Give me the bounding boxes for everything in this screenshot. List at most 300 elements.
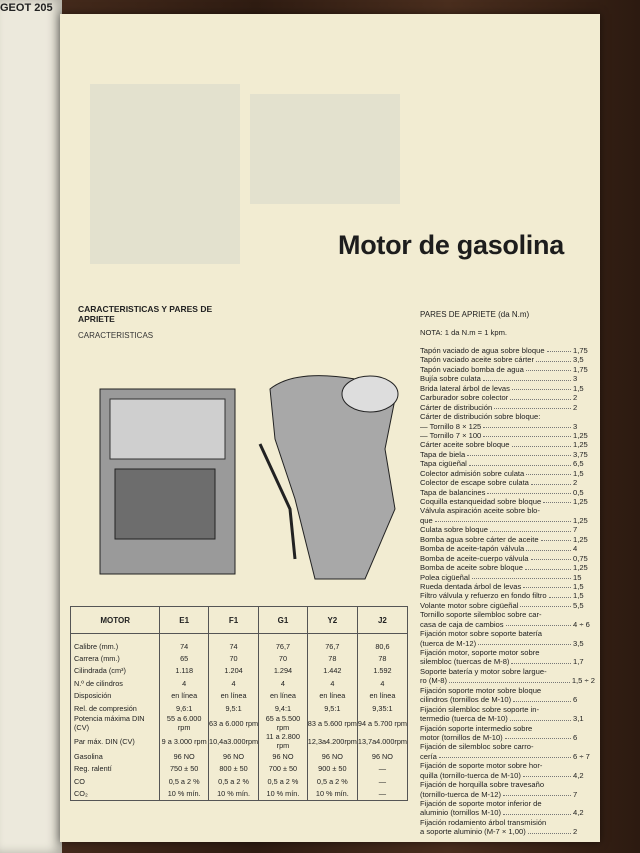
torque-label: Colector admisión sobre culata: [420, 468, 525, 478]
torque-item: [420, 705, 595, 714]
torque-value: 3,5: [573, 355, 584, 365]
torque-value: 1,5 ÷ 2: [571, 676, 595, 686]
dot-leader: [523, 771, 571, 777]
dot-leader: [512, 440, 572, 446]
torque-item: [420, 554, 595, 563]
torque-value: 1,5: [573, 383, 584, 393]
cell: 0,5 a 2 %: [160, 775, 209, 787]
torque-item: [420, 516, 595, 525]
torque-value: 7: [573, 789, 578, 799]
torque-value: 4 ÷ 6: [573, 619, 590, 629]
torque-label: Bujía sobre culata: [420, 374, 481, 384]
cell: 96 NO: [209, 750, 259, 762]
torque-section: [420, 310, 595, 837]
torque-list: [420, 346, 595, 837]
dot-leader: [483, 374, 571, 380]
table-header: E1: [160, 607, 209, 634]
cell: 9,5:1: [209, 702, 259, 714]
torque-label: Culata sobre bloque: [420, 525, 488, 535]
cell: 94 a 5.700 rpm: [357, 714, 407, 732]
torque-item: [420, 827, 595, 836]
torque-label: silembloc (tuercas de M-8): [420, 657, 510, 667]
torque-label: Tapón vaciado de agua sobre bloque: [420, 346, 545, 355]
torque-value: 0,5: [573, 487, 584, 497]
torque-label: Fijación motor sobre soporte batería: [420, 629, 542, 639]
torque-label: Cárter aceite sobre bloque: [420, 440, 510, 450]
torque-item: [420, 469, 595, 478]
torque-item: [420, 422, 595, 431]
table-row: [71, 652, 408, 664]
torque-value: 1,7: [573, 657, 584, 667]
cell: 0,5 a 2 %: [307, 775, 357, 787]
torque-item: [420, 535, 595, 544]
table-header: J2: [357, 607, 407, 634]
torque-label: Rueda dentada árbol de levas: [420, 581, 522, 591]
cell: 9,5:1: [307, 702, 357, 714]
dot-leader: [467, 450, 571, 456]
torque-item: [420, 544, 595, 553]
torque-value: [573, 761, 595, 770]
torque-label: cilindros (tornillos de M-10): [420, 695, 512, 705]
cell: 96 NO: [357, 750, 407, 762]
torque-label: Coquilla estanqueidad sobre bloque: [420, 497, 542, 506]
table-row: [71, 690, 408, 702]
torque-item: [420, 384, 595, 393]
torque-item: [420, 733, 595, 742]
show-through: [250, 94, 400, 204]
dot-leader: [494, 403, 571, 409]
torque-note: NOTA: 1 da N.m = 1 kpm.: [420, 328, 508, 337]
torque-label: Carburador sobre colector: [420, 393, 509, 403]
torque-value: 3,75: [573, 449, 588, 459]
torque-item: [420, 431, 595, 440]
dot-leader: [549, 667, 571, 673]
torque-item: [420, 459, 595, 468]
torque-value: 1,25: [573, 497, 588, 506]
torque-label: Soporte batería y motor sobre largue-: [420, 666, 547, 676]
torque-value: 6: [573, 732, 578, 742]
dot-leader: [490, 525, 571, 531]
show-through: [90, 84, 240, 264]
dot-leader: [536, 742, 571, 748]
torque-label: motor (tornillos de M-10): [420, 732, 503, 742]
cell: 4: [307, 677, 357, 689]
dot-leader: [510, 714, 571, 720]
torque-label: Volante motor sobre cigüeñal: [420, 600, 519, 610]
torque-value: 2: [573, 478, 578, 488]
torque-item: [420, 639, 595, 648]
row-label: Gasolina: [71, 750, 160, 762]
torque-label: Válvula aspiración aceite sobre blo-: [420, 506, 540, 516]
torque-label: aluminio (tornillos M-10): [420, 808, 502, 818]
torque-label: Fijación soporte motor sobre bloque: [420, 685, 542, 695]
cell: —: [357, 775, 407, 787]
cell: 83 a 5.600 rpm: [307, 714, 357, 732]
torque-item: [420, 450, 595, 459]
table-header: F1: [209, 607, 259, 634]
dot-leader: [541, 648, 571, 654]
cell: 13,7a4.000rpm: [357, 732, 407, 750]
cell: 76,7: [259, 634, 308, 653]
torque-label: ro (M-8): [420, 676, 447, 686]
torque-item: [420, 601, 595, 610]
dot-leader: [511, 657, 571, 663]
torque-label: quilla (tornillo-tuerca de M-10): [420, 770, 521, 780]
torque-value: 5,5: [573, 600, 584, 610]
table-header: Y2: [307, 607, 357, 634]
torque-value: 1,25: [573, 534, 588, 544]
torque-label: Cárter de distribución sobre bloque:: [420, 412, 541, 422]
torque-item: [420, 365, 595, 374]
dot-leader: [523, 582, 571, 588]
dot-leader: [525, 563, 571, 569]
torque-item: [420, 724, 595, 733]
cell: —: [357, 788, 407, 801]
torque-item: [420, 591, 595, 600]
section-heading: CARACTERISTICAS Y PARES DE APRIETE: [78, 304, 213, 324]
torque-value: 3,5: [573, 638, 584, 648]
section-subheading: CARACTERISTICAS: [78, 331, 154, 340]
torque-value: [573, 780, 595, 789]
dot-leader: [510, 393, 571, 399]
table-row: [71, 788, 408, 801]
torque-value: 15: [573, 572, 582, 582]
torque-label: — Tornillo 7 × 100: [420, 430, 482, 440]
torque-item: [420, 620, 595, 629]
cell: 9,35:1: [357, 702, 407, 714]
cell: 78: [357, 652, 407, 664]
cell: 96 NO: [160, 750, 209, 762]
torque-item: [420, 676, 595, 685]
left-page-header: GEOT 205: [0, 2, 53, 14]
cell: 0,5 a 2 %: [209, 775, 259, 787]
table-row: [71, 677, 408, 689]
row-label: Rel. de compresión: [71, 702, 160, 714]
row-label: CO: [71, 775, 160, 787]
dot-leader: [531, 554, 572, 560]
torque-item: [420, 393, 595, 402]
document-page: [60, 14, 600, 842]
table-row: [71, 732, 408, 750]
torque-value: 6: [573, 695, 578, 705]
torque-label: Bomba agua sobre cárter de aceite: [420, 534, 539, 544]
torque-item: [420, 808, 595, 817]
torque-value: 3: [573, 421, 578, 431]
torque-label: Tapa cigüeñal: [420, 459, 467, 469]
torque-label: — Tornillo 8 × 125: [420, 421, 482, 431]
torque-label: que: [420, 515, 433, 525]
torque-label: Filtro válvula y refuerzo en fondo filtro: [420, 591, 547, 601]
torque-value: 1,25: [573, 563, 588, 573]
dot-leader: [543, 497, 571, 503]
dot-leader: [549, 591, 571, 597]
torque-item: [420, 525, 595, 534]
torque-value: 4,2: [573, 808, 584, 818]
torque-value: 6,5: [573, 459, 584, 469]
torque-item: [420, 695, 595, 704]
torque-item: [420, 742, 595, 751]
cell: 800 ± 50: [209, 763, 259, 775]
dot-leader: [483, 431, 571, 437]
torque-value: [573, 818, 595, 827]
torque-value: 2: [573, 402, 578, 412]
dot-leader: [544, 610, 571, 616]
torque-label: Bomba de aceite-cuerpo válvula: [420, 553, 529, 563]
cell: 70: [209, 652, 259, 664]
torque-label: Polea cigüeñal: [420, 572, 470, 582]
torque-item: [420, 582, 595, 591]
cell: en línea: [357, 690, 407, 702]
row-label: Par máx. DIN (CV): [71, 732, 160, 750]
torque-label: Fijación motor, soporte motor sobre: [420, 648, 540, 657]
dot-leader: [541, 705, 571, 711]
cell: 10 % mín.: [307, 788, 357, 801]
torque-item: [420, 818, 595, 827]
torque-item: [420, 355, 595, 364]
dot-leader: [439, 752, 571, 758]
torque-item: [420, 657, 595, 666]
cell: 4: [259, 677, 308, 689]
cell: 4: [357, 677, 407, 689]
torque-label: Fijación de soporte motor sobre hor-: [420, 761, 543, 771]
dot-leader: [478, 639, 571, 645]
torque-label: Fijación rodamiento árbol transmisión: [420, 817, 547, 827]
dot-leader: [526, 544, 571, 550]
cell: 750 ± 50: [160, 763, 209, 775]
torque-label: a soporte aluminio (M-7 × 1,00): [420, 827, 526, 837]
cell: 1.204: [209, 665, 259, 677]
row-label: Carrera (mm.): [71, 652, 160, 664]
dot-leader: [534, 724, 571, 730]
cell: 700 ± 50: [259, 763, 308, 775]
torque-label: Bomba de aceite sobre bloque: [420, 563, 524, 573]
torque-label: casa de caja de cambios: [420, 619, 504, 629]
torque-item: [420, 610, 595, 619]
torque-value: 1,25: [573, 440, 588, 450]
torque-value: [573, 742, 595, 751]
cell: 1.118: [160, 665, 209, 677]
cell: 4: [209, 677, 259, 689]
cell: 65 a 5.500 rpm: [259, 714, 308, 732]
dot-leader: [528, 827, 571, 833]
dot-leader: [483, 422, 571, 428]
row-label: Disposición: [71, 690, 160, 702]
torque-label: Fijación silembloc sobre soporte in-: [420, 704, 540, 714]
dot-leader: [435, 516, 571, 522]
torque-value: 3: [573, 374, 578, 384]
torque-value: 7: [573, 525, 578, 535]
dot-leader: [542, 412, 571, 418]
torque-label: (tuerca de M-12): [420, 638, 477, 648]
cell: 63 a 6.000 rpm: [209, 714, 259, 732]
page-title: Motor de gasolina: [338, 230, 564, 260]
torque-value: [573, 724, 595, 733]
torque-item: [420, 648, 595, 657]
dot-leader: [449, 676, 570, 682]
cell: 76,7: [307, 634, 357, 653]
dot-leader: [542, 506, 571, 512]
table-row: [71, 714, 408, 732]
dot-leader: [512, 384, 571, 390]
torque-label: Fijación de horquilla sobre travesaño: [420, 780, 545, 790]
torque-item: [420, 761, 595, 770]
cell: 0,5 a 2 %: [259, 775, 308, 787]
table-row: [71, 775, 408, 787]
row-label: N.º de cilindros: [71, 677, 160, 689]
dot-leader: [513, 695, 571, 701]
cell: 96 NO: [307, 750, 357, 762]
row-label: Calibre (mm.): [71, 634, 160, 653]
left-page: [0, 0, 62, 853]
torque-value: [573, 610, 595, 619]
torque-value: 4: [573, 544, 578, 554]
dot-leader: [526, 365, 571, 371]
cell: 70: [259, 652, 308, 664]
torque-value: [573, 799, 595, 808]
torque-item: [420, 412, 595, 421]
cell: 1.442: [307, 665, 357, 677]
dot-leader: [544, 761, 571, 767]
cell: en línea: [307, 690, 357, 702]
torque-label: Brida lateral árbol de levas: [420, 383, 510, 393]
torque-item: [420, 686, 595, 695]
torque-value: 1,5: [573, 591, 584, 601]
torque-value: [573, 705, 595, 714]
torque-label: cería: [420, 751, 437, 761]
torque-label: Tapón vaciado bomba de agua: [420, 364, 524, 374]
cell: en línea: [209, 690, 259, 702]
table-row: [71, 702, 408, 714]
torque-item: [420, 563, 595, 572]
dot-leader: [520, 601, 571, 607]
torque-item: [420, 714, 595, 723]
torque-label: Fijación de soporte motor inferior de: [420, 799, 542, 808]
torque-value: 3,1: [573, 714, 584, 724]
torque-item: [420, 799, 595, 808]
row-label: CO₂: [71, 788, 160, 801]
torque-value: 1,25: [573, 430, 588, 440]
torque-value: [573, 506, 595, 515]
cell: 1.294: [259, 665, 308, 677]
row-label: Potencia máxima DIN (CV): [71, 714, 160, 732]
torque-value: 4,2: [573, 770, 584, 780]
table-row: [71, 665, 408, 677]
dot-leader: [505, 733, 571, 739]
torque-value: 1,5: [573, 581, 584, 591]
cell: 1.592: [357, 665, 407, 677]
torque-item: [420, 790, 595, 799]
cell: 74: [209, 634, 259, 653]
torque-label: Tapón vaciado aceite sobre cárter: [420, 355, 534, 365]
torque-item: [420, 629, 595, 638]
torque-label: termedio (tuerca de M-10): [420, 714, 508, 724]
dot-leader: [543, 686, 571, 692]
cell: 12,3a4.200rpm: [307, 732, 357, 750]
torque-item: [420, 771, 595, 780]
cell: 10 % mín.: [209, 788, 259, 801]
torque-item: [420, 667, 595, 676]
torque-label: Fijación de silembloc sobre carro-: [420, 742, 534, 752]
torque-label: Bomba de aceite-tapón válvula: [420, 544, 525, 554]
cell: 4: [160, 677, 209, 689]
table-row: [71, 763, 408, 775]
torque-item: [420, 488, 595, 497]
dot-leader: [503, 808, 571, 814]
cell: 65: [160, 652, 209, 664]
dot-leader: [487, 488, 571, 494]
torque-item: [420, 478, 595, 487]
dot-leader: [506, 620, 571, 626]
dot-leader: [546, 780, 571, 786]
table-row: [71, 750, 408, 762]
engine-illustrations: [95, 349, 415, 589]
torque-value: [573, 686, 595, 695]
dot-leader: [503, 790, 571, 796]
cell: 9,4:1: [259, 702, 308, 714]
dot-leader: [547, 346, 571, 352]
cell: en línea: [259, 690, 308, 702]
dot-leader: [531, 478, 571, 484]
cell: 10 % mín.: [160, 788, 209, 801]
cell: 55 a 6.000 rpm: [160, 714, 209, 732]
row-label: Cilindrada (cm³): [71, 665, 160, 677]
torque-item: [420, 440, 595, 449]
table-header: MOTOR: [71, 607, 160, 634]
torque-item: [420, 374, 595, 383]
cell: 80,6: [357, 634, 407, 653]
cell: 10,4a3.000rpm: [209, 732, 259, 750]
torque-item: [420, 752, 595, 761]
engine-specs-table: [70, 606, 408, 801]
dot-leader: [541, 535, 571, 541]
cell: 74: [160, 634, 209, 653]
torque-value: [573, 667, 595, 676]
torque-heading: PARES DE APRIETE (da N.m): [420, 310, 530, 319]
torque-item: [420, 780, 595, 789]
dot-leader: [469, 459, 571, 465]
table-header: G1: [259, 607, 308, 634]
torque-label: Fijación soporte intermedio sobre: [420, 723, 533, 733]
torque-value: 1,25: [573, 515, 588, 525]
torque-value: 1,5: [573, 468, 584, 478]
dot-leader: [544, 799, 571, 805]
table-row: [71, 634, 408, 653]
torque-label: Tornillo soporte silembloc sobre car-: [420, 610, 542, 620]
torque-item: [420, 403, 595, 412]
cell: 78: [307, 652, 357, 664]
torque-value: 1,75: [573, 346, 588, 355]
torque-label: Cárter de distribución: [420, 402, 493, 412]
cell: 96 NO: [259, 750, 308, 762]
torque-label: Colector de escape sobre culata: [420, 478, 529, 488]
torque-value: [573, 412, 595, 421]
row-label: Reg. ralentí: [71, 763, 160, 775]
cell: 9 a 3.000 rpm: [160, 732, 209, 750]
cell: —: [357, 763, 407, 775]
torque-item: [420, 573, 595, 582]
torque-value: [573, 648, 595, 657]
torque-label: Tapa de biela: [420, 449, 466, 459]
torque-value: [573, 629, 595, 638]
dot-leader: [472, 573, 571, 579]
torque-label: (tornillo-tuerca de M-12): [420, 789, 502, 799]
torque-value: 2: [573, 393, 578, 403]
torque-value: 6 ÷ 7: [573, 751, 590, 761]
cell: en línea: [160, 690, 209, 702]
dot-leader: [536, 355, 571, 361]
cell: 900 ± 50: [307, 763, 357, 775]
torque-value: 2: [573, 827, 578, 837]
